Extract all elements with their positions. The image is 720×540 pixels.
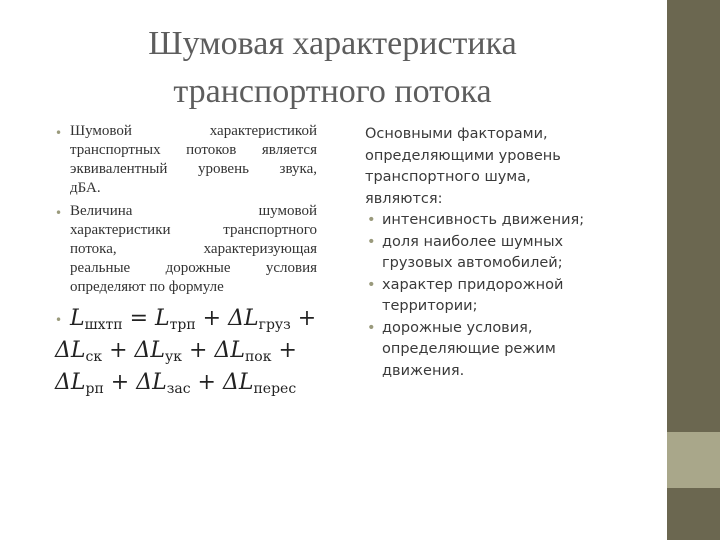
left-bullet-2 (55, 202, 317, 297)
bullet2-line: характеристики транспортного (70, 222, 317, 238)
bullet1-line: эквивалентный уровень звука, (70, 161, 317, 177)
right-column (365, 124, 610, 382)
bullet2-line: реальные дорожные условия (70, 260, 317, 276)
formula-line-3: $\Delta L_{рп} + \Delta L_{зас} + \Delta L_{перес}$ (55, 370, 297, 397)
title-line-2: транспортного потока (173, 73, 492, 110)
factors-list (365, 210, 610, 382)
factors-intro: Основными факторами, определяющими уровень транспортного шума, являются: (365, 126, 561, 207)
decorative-sidebar-accent (667, 432, 720, 488)
bullet2-line: определяют по формуле (70, 279, 224, 295)
left-bullet-1 (55, 122, 317, 198)
left-bullet-formula (55, 303, 317, 399)
bullet1-line: Шумовой характеристикой (70, 123, 317, 139)
bullet-dot-icon: • (367, 276, 376, 293)
bullet-dot-icon: • (367, 233, 376, 250)
list-item: • характер придорожной территории; (367, 276, 564, 314)
bullet1-line: дБА. (70, 180, 101, 196)
formula-line-1: $L_{шхтп} = L_{трп} + \Delta L_{груз}$ + (70, 306, 317, 333)
bullet-dot-icon: • (55, 206, 63, 220)
list-item: • доля наиболее шумных грузовых автомобилей; (367, 233, 564, 271)
decorative-sidebar-bottom (667, 488, 720, 540)
title-line-1: Шумовая характеристика (148, 25, 517, 62)
noise-formula (55, 303, 317, 399)
left-column (55, 122, 317, 399)
bullet-dot-icon: • (55, 126, 63, 140)
decorative-sidebar-top (667, 0, 720, 432)
list-item: • дорожные условия, определяющие режим движения. (367, 319, 556, 379)
bullet2-line: Величина шумовой (70, 203, 317, 219)
bullet-dot-icon: • (55, 313, 63, 327)
bullet-dot-icon: • (367, 212, 376, 228)
list-item: • интенсивность движения; (365, 210, 610, 232)
bullet2-line: потока, характеризующая (70, 241, 317, 257)
formula-line-2: $\Delta L_{ск} + \Delta L_{ук} + \Delta L_{пок}$ + (55, 338, 297, 365)
slide-title (60, 20, 605, 116)
bullet-dot-icon: • (367, 319, 376, 336)
bullet1-line: транспортных потоков является (70, 142, 317, 158)
